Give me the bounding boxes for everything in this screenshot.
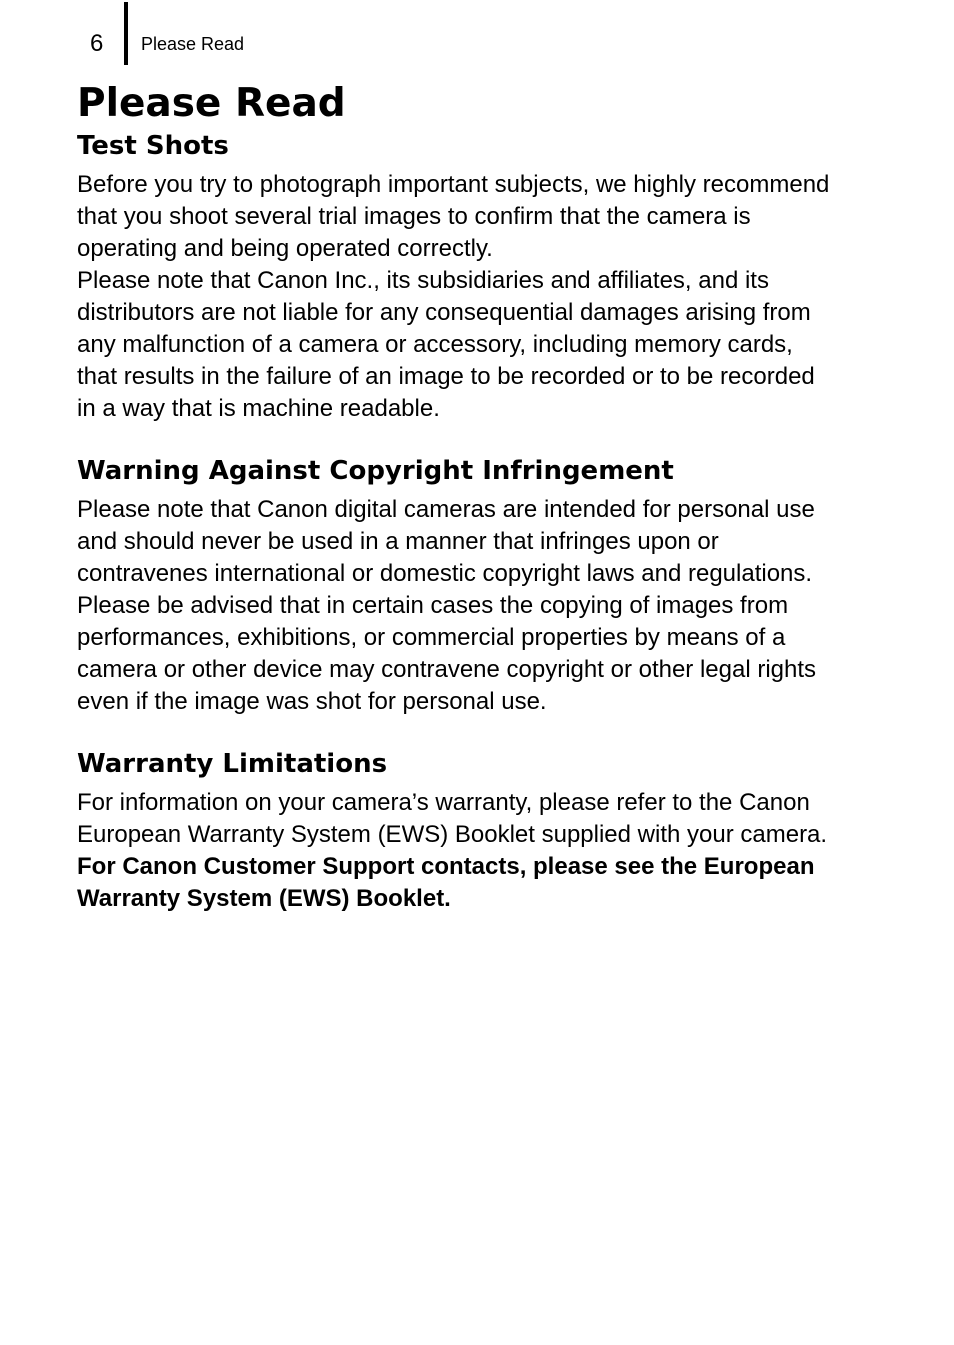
section-heading: Warranty Limitations <box>77 749 388 779</box>
paragraph: Please note that Canon digital cameras are intended for personal use and should never be used in a manner that infringes upon or contravenes international or domestic copyright laws and regulations. Please be advised that in certain cases the copying of images from performances, exhibitions, or commercial properties by means of a camera or other device may contravene copyright or other legal rights even if the image was shot for personal use. <box>77 496 817 715</box>
paragraph: Please note that Canon Inc., its subsidiaries and affiliates, and its distributors are not liable for any consequential damages arising from any malfunction of a camera or accessory, including memory cards, that results in the failure of an image to be recorded or to be recorded in a way that is machine readable. <box>77 267 815 422</box>
paragraph: Before you try to photograph important subjects, we highly recommend that you shoot several trial images to confirm that the camera is operating and being operated correctly. <box>77 171 830 262</box>
section-copyright-warning <box>77 453 897 718</box>
running-head: Please Read <box>141 34 245 54</box>
support-note: For Canon Customer Support contacts, please see the European Warranty System (EWS) Booklet. <box>77 853 815 912</box>
page-title: Please Read <box>77 81 346 126</box>
section-heading: Test Shots <box>77 131 229 161</box>
section-heading: Warning Against Copyright Infringement <box>77 456 674 486</box>
paragraph: For information on your camera’s warranty, please refer to the Canon European Warranty System (EWS) Booklet supplied with your camera. <box>77 789 828 848</box>
section-warranty-limitations <box>77 746 897 915</box>
page-number: 6 <box>90 30 104 57</box>
section-test-shots <box>77 128 897 425</box>
header-divider <box>124 2 128 65</box>
page-content <box>77 80 897 915</box>
